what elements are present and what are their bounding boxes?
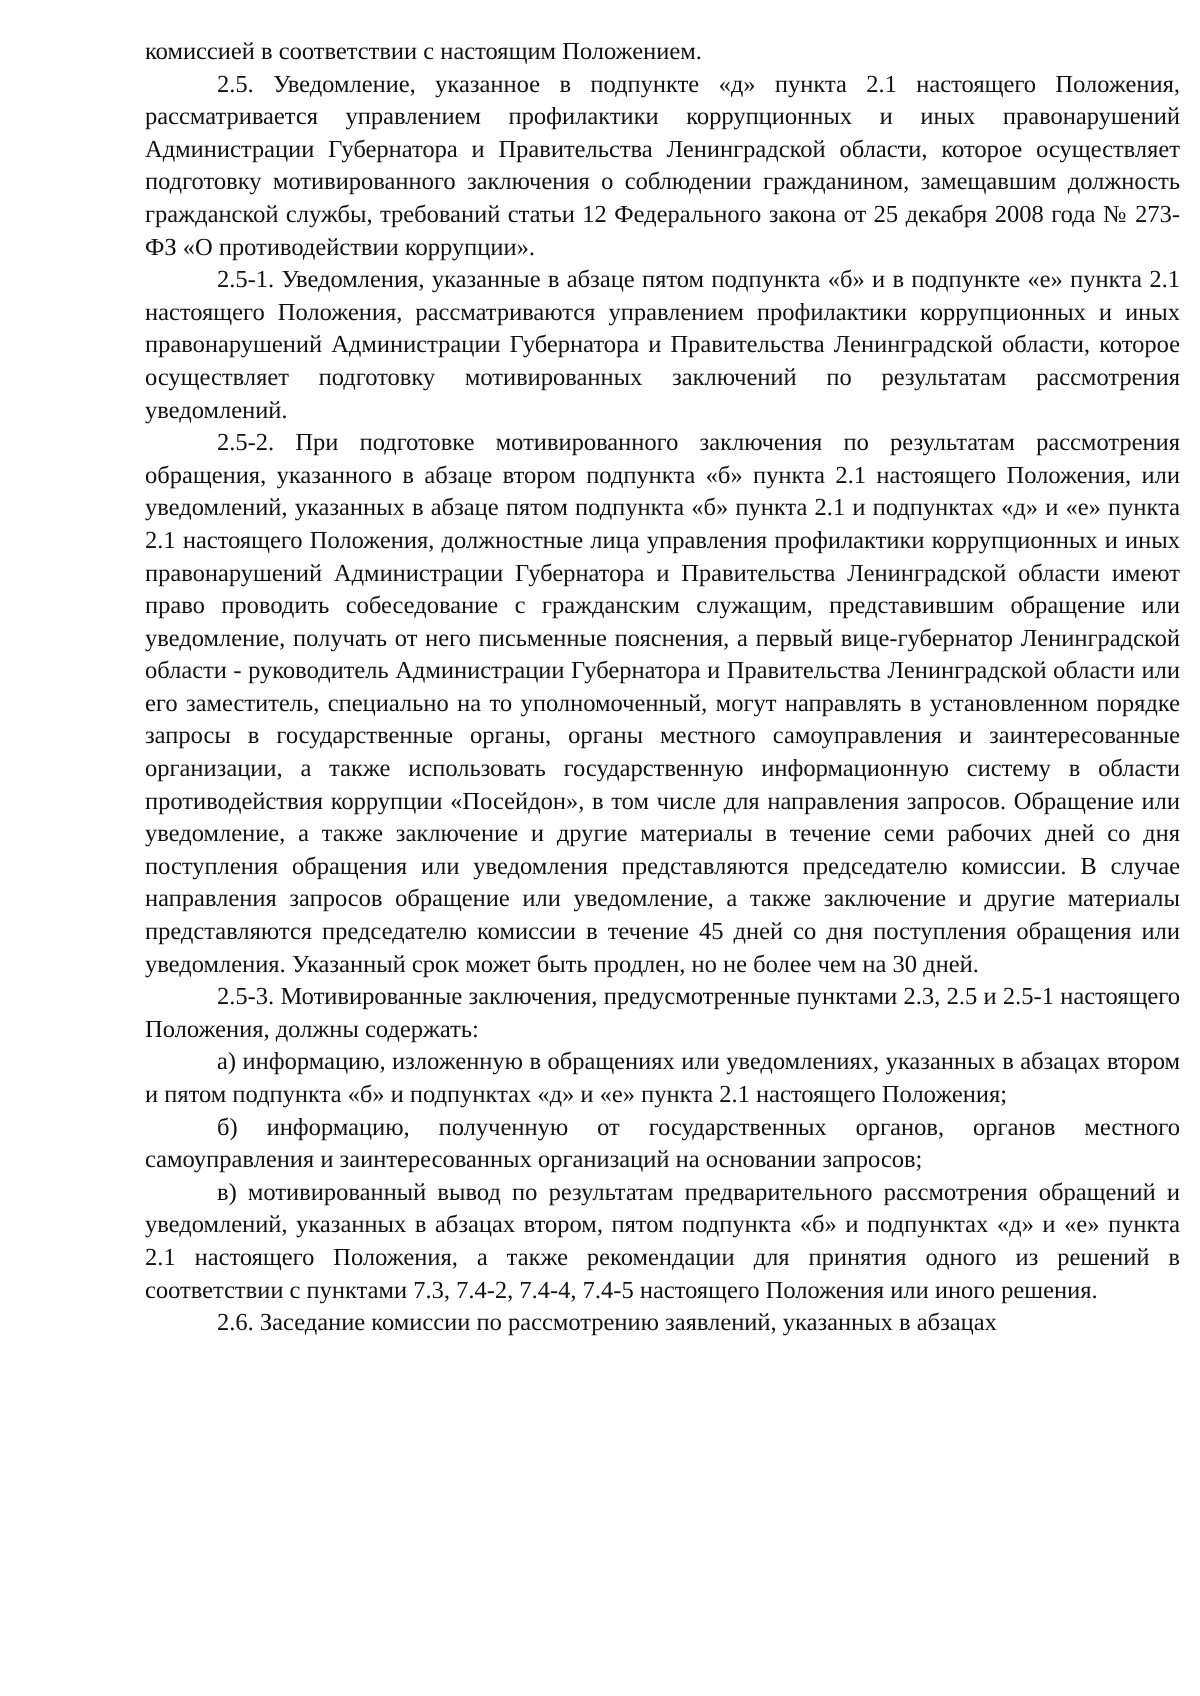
paragraph-2-5-2: 2.5-2. При подготовке мотивированного заключения по результатам рассмотрения обращения, указанного в абзаце втором подпункта «б» пункта 2.1 настоящего Положения, или уведомлений, указанных в абзаце пятом подпункта «б» пункта 2.1 и подпунктах «д» и «е» пункта 2.1 настоящего Положения, должностные лица управления профилактики коррупционных и иных правонарушений Администрации Губернатора и Правительства Ленинградской области имеют право проводить собеседование с гражданским служащим, представившим обращение или уведомление, получать от него письменные пояснения, а первый вице-губернатор Ленинградской области - руководитель Администрации Губернатора и Правительства Ленинградской области или его заместитель, специально на то уполномоченный, могут направлять в установленном порядке запросы в государственные органы, органы местного самоуправления и заинтересованные организации, а также использовать государственную информационную систему в области противодействия коррупции «Посейдон», в том числе для направления запросов. Обращение или уведомление, а также заключение и другие материалы в течение семи рабочих дней со дня поступления обращения или уведомления представляются председателю комиссии. В случае направления запросов обращение или уведомление, а также заключение и другие материалы представляются председателю комиссии в течение 45 дней со дня поступления обращения или уведомления. Указанный срок может быть продлен, но не более чем на 30 дней. [145, 429, 1180, 978]
paragraph-2-5: 2.5. Уведомление, указанное в подпункте «д» пункта 2.1 настоящего Положения, рассматривается управлением профилактики коррупционных и иных правонарушений Администрации Губернатора и Правительства Ленинградской области, которое осуществляет подготовку мотивированного заключения о соблюдении гражданином, замещавшим должность гражданской службы, требований статьи 12 Федерального закона от 25 декабря 2008 года № 273-ФЗ «О противодействии коррупции». [145, 70, 1180, 261]
paragraph-item-a: а) информацию, изложенную в обращениях или уведомлениях, указанных в абзацах втором и пятом подпункта «б» и подпунктах «д» и «е» пункта 2.1 настоящего Положения; [145, 1048, 1180, 1108]
paragraph-item-v: в) мотивированный вывод по результатам предварительного рассмотрения обращений и уведомлений, указанных в абзацах втором, пятом подпункта «б» и подпунктах «д» и «е» пункта 2.1 настоящего Положения, а также рекомендации для принятия одного из решений в соответствии с пунктами 7.3, 7.4-2, 7.4-4, 7.4-5 настоящего Положения или иного решения. [145, 1178, 1180, 1304]
paragraph-2-5-1: 2.5-1. Уведомления, указанные в абзаце пятом подпункта «б» и в подпункте «е» пункта 2.1 настоящего Положения, рассматриваются управлением профилактики коррупционных и иных правонарушений Администрации Губернатора и Правительства Ленинградской области, которое осуществляет подготовку мотивированных заключений по результатам рассмотрения уведомлений. [145, 266, 1180, 424]
paragraph-item-b: б) информацию, полученную от государственных органов, органов местного самоуправления и заинтересованных организаций на основании запросов; [145, 1113, 1180, 1174]
document-page [145, 36, 1180, 1340]
paragraph-2-6: 2.6. Заседание комиссии по рассмотрению заявлений, указанных в абзацах [217, 1309, 997, 1337]
paragraph-commission-continuation: комиссией в соответствии с настоящим Положением. [145, 38, 702, 65]
paragraph-2-5-3: 2.5-3. Мотивированные заключения, предусмотренные пунктами 2.3, 2.5 и 2.5-1 настоящего Положения, должны содержать: [145, 983, 1180, 1043]
